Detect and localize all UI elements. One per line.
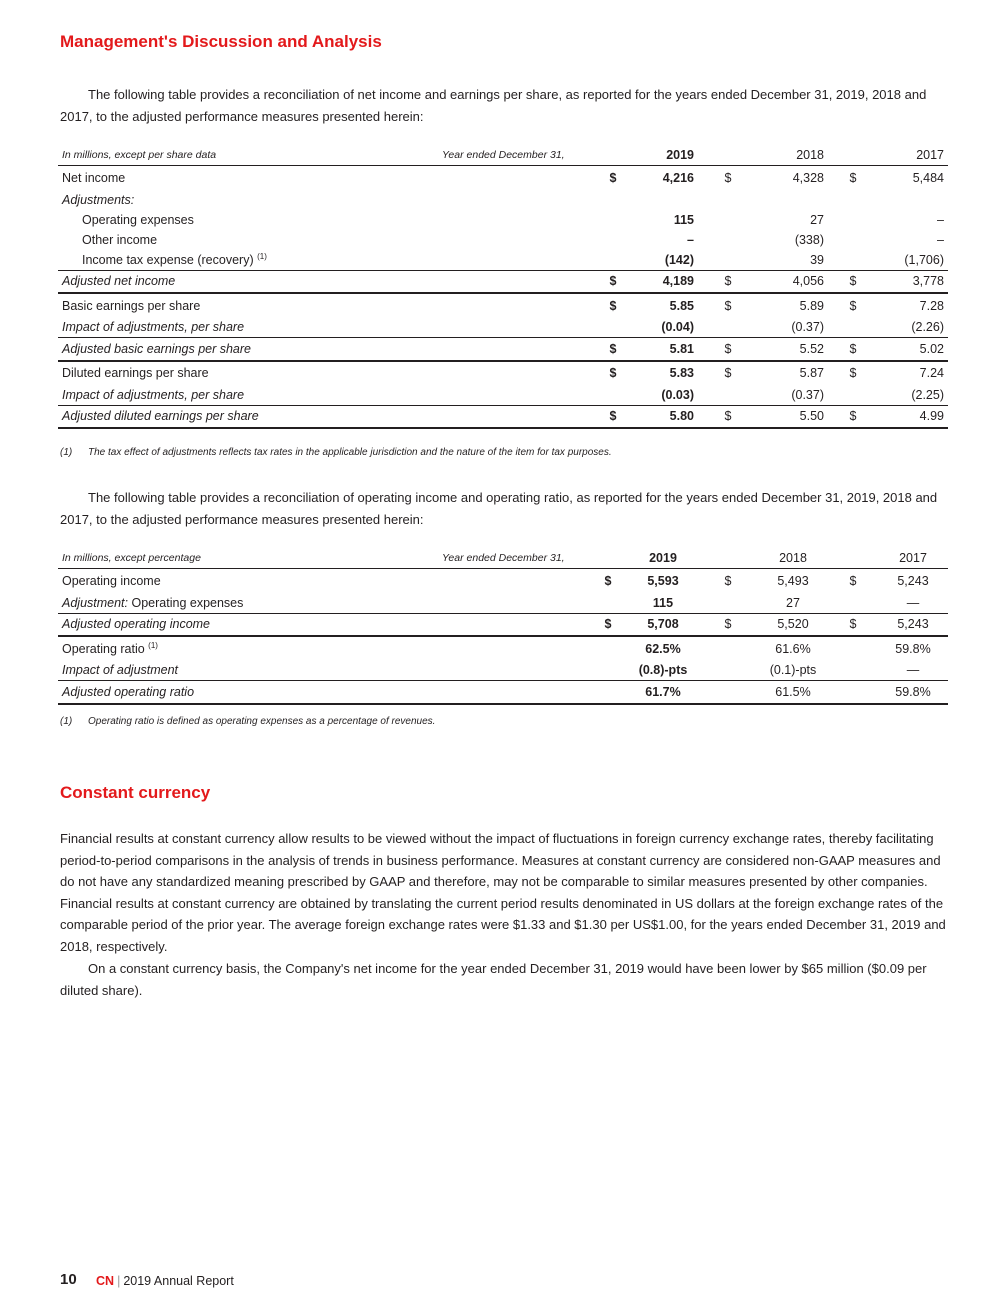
table-row: Impact of adjustments, per share (0.03) (0.37) (2.25) (58, 385, 948, 406)
table-row: Adjustment: Operating expenses 115 27 — (58, 593, 948, 614)
table-row: Adjusted basic earnings per share $ 5.81 $ 5.52 $ 5.02 (58, 338, 948, 361)
year-2017: 2017 (878, 548, 948, 569)
year-2017: 2017 (878, 145, 948, 166)
constant-currency-paragraph-1: Financial results at constant currency allow results to be viewed without the impact of fluctuations in foreign currency exchange rates, thereby facilitating period-to-period comparisons in the analysis of trends in business performance. Measures at constant currency are considered non-GAAP measures and do not have any standardized meaning prescribed by GAAP and therefore, may not be comparable to similar measures presented by other companies. Financial results at constant currency are obtained by translating the current period results denominated in US dollars at the foreign exchange rates of the comparable period of the prior year. The average foreign exchange rates were $1.33 and $1.30 per US$1.00, for the years ended December 31, 2019 and 2018, respectively. (60, 831, 946, 954)
table-row: Net income $ 4,216 $ 4,328 $ 5,484 (62, 170, 944, 185)
table-row: Operating income $ 5,593 $ 5,493 $ 5,243 (62, 573, 929, 588)
table-row: Basic earnings per share $ 5.85 $ 5.89 $ 7.28 (62, 298, 944, 313)
table-row: Adjusted diluted earnings per share $ 5.80 $ 5.50 $ 4.99 (58, 405, 948, 428)
intro-paragraph-2: The following table provides a reconciliation of operating income and operating ratio, as reported for the years ended December 31, 2019, 2018 and 2017, to the adjusted performance measures presented herein: (60, 490, 938, 527)
table-row: Other income – (338) – (82, 232, 944, 247)
table-row: Adjusted operating ratio 61.7% 61.5% 59.8% (58, 681, 948, 704)
table-row: Adjusted net income $ 4,189 $ 4,056 $ 3,778 (58, 270, 948, 293)
intro-paragraph-1: The following table provides a reconciliation of net income and earnings per share, as reported for the years ended December 31, 2019, 2018 and 2017, to the adjusted performance measures presented herein: (60, 87, 927, 124)
period-label: Year ended December 31, (438, 145, 598, 166)
table-header-row (58, 145, 948, 166)
table-row: Operating expenses 115 27 – (82, 212, 944, 227)
year-2019: 2019 (628, 145, 698, 166)
table-row: Diluted earnings per share $ 5.83 $ 5.87 $ 7.24 (62, 366, 944, 380)
year-2018: 2018 (758, 145, 828, 166)
year-2019: 2019 (628, 548, 698, 569)
net-income-reconciliation-table (58, 145, 948, 429)
page-title: Management's Discussion and Analysis (60, 32, 382, 51)
period-label: Year ended December 31, (438, 548, 588, 569)
constant-currency-paragraph-2: On a constant currency basis, the Company's net income for the year ended December 31, 2019 would have been lower by $65 million ($0.09 per diluted share). (60, 961, 927, 998)
table-row: Impact of adjustment (0.8)-pts (0.1)-pts — (58, 660, 948, 681)
table-row: Adjustments: (62, 192, 135, 207)
table-row: Adjusted operating income $ 5,708 $ 5,520 $ 5,243 (58, 613, 948, 636)
year-2018: 2018 (758, 548, 828, 569)
operating-income-reconciliation-table (58, 548, 948, 705)
unit-label: In millions, except per share data (58, 145, 438, 166)
table-row: Impact of adjustments, per share (0.04) (0.37) (2.26) (58, 317, 948, 338)
section-title-constant-currency: Constant currency (60, 783, 211, 802)
table-row: Income tax expense (recovery) $^{(1)}$ (142) 39 (1,706) (58, 250, 948, 271)
table2-footnote: (1) Operating ratio is defined as operating expenses as a percentage of revenues. (60, 716, 436, 727)
page-number: 10 (60, 1271, 77, 1288)
footer-brand: CN | 2019 Annual Report (96, 1274, 234, 1288)
table-row: Operating ratio $^{(1)}$ 62.5% 61.6% 59.8% (62, 640, 931, 656)
table-header-row (58, 548, 948, 569)
unit-label: In millions, except percentage (58, 548, 438, 569)
cn-logo: CN (96, 1274, 115, 1288)
table1-footnote: (1) The tax effect of adjustments reflects tax rates in the applicable jurisdiction and the nature of the item for tax purposes. (60, 447, 612, 458)
